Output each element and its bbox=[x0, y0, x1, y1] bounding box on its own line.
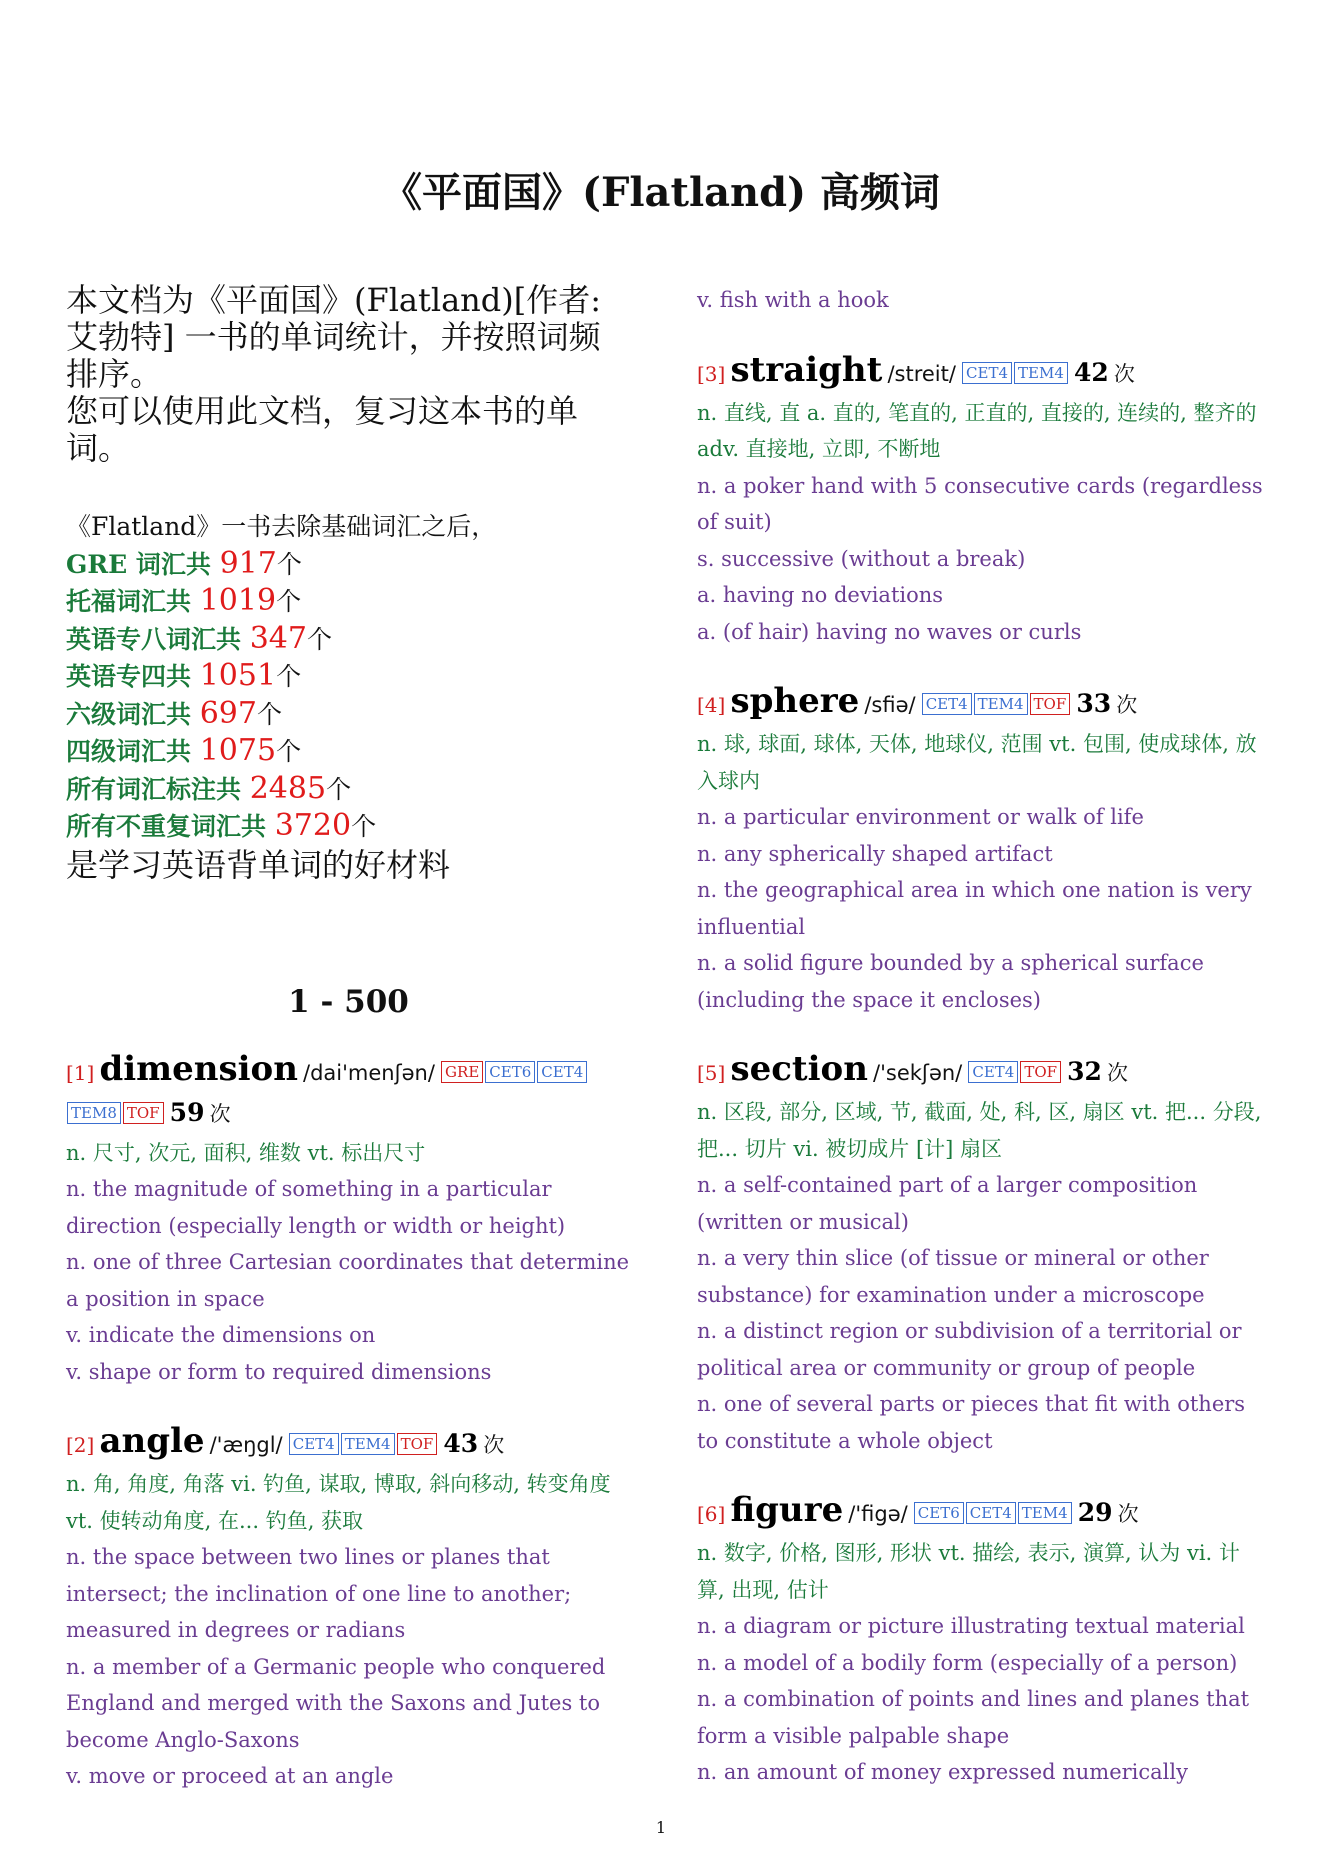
definition-en: n. any spherically shaped artifact bbox=[697, 841, 1053, 866]
stat-unit: 个 bbox=[276, 662, 302, 691]
stat-value: 697 bbox=[199, 695, 257, 731]
definition-en: v. move or proceed at an angle bbox=[66, 1764, 394, 1788]
phonetic: /sfiə/ bbox=[864, 693, 916, 717]
word-entry bbox=[697, 351, 1267, 651]
frequency-unit: 次 bbox=[1113, 361, 1135, 386]
definition-en: n. one of three Cartesian coordinates that determine a position in space bbox=[66, 1250, 630, 1311]
stat-row bbox=[66, 583, 631, 621]
stat-value: 917 bbox=[219, 545, 277, 581]
stat-row bbox=[66, 546, 631, 584]
definition-cn: n. 尺寸, 次元, 面积, 维数 vt. 标出尺寸 bbox=[66, 1140, 426, 1165]
definition-en: n. a diagram or picture illustrating textual material bbox=[697, 1614, 1245, 1638]
phonetic: /'figə/ bbox=[848, 1502, 908, 1526]
frequency-count: 42 bbox=[1073, 357, 1109, 387]
headword: figure bbox=[730, 1490, 844, 1530]
exam-tag: TEM4 bbox=[974, 693, 1028, 715]
definition-en: n. a poker hand with 5 consecutive cards (regardless of suit) bbox=[697, 473, 1263, 534]
definition-en: n. a combination of points and lines and planes that form a visible palpable shape bbox=[697, 1687, 1250, 1748]
definition-en: v. indicate the dimensions on bbox=[66, 1323, 376, 1347]
stat-label: GRE 词汇共 bbox=[66, 549, 220, 579]
stats-lead: 《Flatland》一书去除基础词汇之后， bbox=[66, 512, 497, 541]
frequency-count: 59 bbox=[169, 1097, 205, 1127]
definition-en: n. a member of a Germanic people who conquered England and merged with the Saxons and Jutes to become Anglo-Saxons bbox=[66, 1654, 606, 1752]
stat-value: 1075 bbox=[199, 733, 277, 768]
phonetic: /'æŋgl/ bbox=[209, 1433, 283, 1457]
exam-tag: TEM4 bbox=[1018, 1502, 1072, 1524]
definition-en: s. successive (without a break) bbox=[697, 546, 1026, 571]
stat-unit: 个 bbox=[306, 624, 332, 654]
exam-tag: CET4 bbox=[966, 1502, 1016, 1524]
stat-value: 347 bbox=[249, 620, 307, 656]
exam-tag: TEM4 bbox=[1014, 362, 1068, 384]
stat-value: 1019 bbox=[199, 583, 277, 618]
headword: straight bbox=[730, 349, 883, 390]
stat-row bbox=[66, 658, 631, 696]
entry-header bbox=[697, 1491, 1267, 1535]
frequency-count: 29 bbox=[1077, 1498, 1113, 1527]
definition-en: n. an amount of money expressed numerically bbox=[697, 1760, 1188, 1784]
word-entry bbox=[66, 1422, 631, 1795]
stat-value: 1051 bbox=[199, 658, 277, 693]
exam-tag: CET4 bbox=[289, 1433, 339, 1455]
definition-en: n. a solid figure bounded by a spherical surface (including the space it encloses) bbox=[697, 951, 1204, 1012]
exam-tag: TOF bbox=[1030, 693, 1071, 715]
entry-header bbox=[697, 682, 1267, 726]
entries-left bbox=[66, 1050, 631, 1795]
headword: angle bbox=[99, 1421, 205, 1461]
stat-row bbox=[66, 771, 631, 809]
word-entry bbox=[697, 682, 1267, 1018]
document-title: 《平面国》(Flatland) 高频词 bbox=[382, 168, 940, 216]
stat-label: 托福词汇共 bbox=[66, 587, 200, 616]
definition-en: v. shape or form to required dimensions bbox=[66, 1359, 492, 1384]
stat-label: 所有不重复词汇共 bbox=[66, 812, 275, 841]
definition-en: a. having no deviations bbox=[697, 583, 944, 607]
range-heading: 1 - 500 bbox=[288, 983, 409, 1020]
stats-list bbox=[66, 546, 631, 846]
definition-en: n. a model of a bodily form (especially of a person) bbox=[697, 1650, 1238, 1675]
word-entry bbox=[697, 1491, 1267, 1791]
definition-en: n. one of several parts or pieces that fit with others to constitute a whole object bbox=[697, 1392, 1246, 1453]
stat-unit: 个 bbox=[276, 549, 302, 579]
entry-header bbox=[697, 1050, 1267, 1094]
entry-index: [1] bbox=[66, 1060, 95, 1085]
frequency-unit: 次 bbox=[209, 1101, 231, 1126]
definition-cn: n. 球, 球面, 球体, 天体, 地球仪, 范围 vt. 包围, 使成球体, 放入球内 bbox=[697, 732, 1257, 793]
definition-cn: n. 数字, 价格, 图形, 形状 vt. 描绘, 表示, 演算, 认为 vi. 计算, 出现, 估计 bbox=[697, 1541, 1240, 1602]
intro-line: 本文档为《平面国》(Flatland)[作者: 艾勃特] 一书的单词统计，并按照词频排序。 bbox=[66, 281, 602, 393]
exam-tag: CET6 bbox=[485, 1061, 535, 1083]
stat-label: 英语专四共 bbox=[66, 662, 200, 691]
exam-tag: CET4 bbox=[962, 362, 1012, 384]
headword: dimension bbox=[99, 1048, 298, 1089]
definition-en: n. a distinct region or subdivision of a territorial or political area or community or group of people bbox=[697, 1319, 1242, 1380]
definition-en: v. fish with a hook bbox=[697, 288, 889, 312]
definition-en: n. a very thin slice (of tissue or mineral or other substance) for examination under a microscope bbox=[697, 1246, 1209, 1307]
exam-tag: TOF bbox=[397, 1433, 438, 1455]
definition-en: n. the space between two lines or planes that intersect; the inclination of one line to another; measured in degrees or radians bbox=[66, 1545, 572, 1642]
frequency-unit: 次 bbox=[483, 1433, 505, 1457]
definition-en: a. (of hair) having no waves or curls bbox=[697, 619, 1082, 644]
stat-value: 3720 bbox=[274, 808, 352, 843]
exam-tag: GRE bbox=[441, 1061, 483, 1083]
entry-index: [6] bbox=[697, 1502, 726, 1526]
word-entry bbox=[66, 1050, 631, 1391]
definition-en: n. the geographical area in which one nation is very influential bbox=[697, 878, 1252, 939]
definition-cn: n. 角, 角度, 角落 vi. 钓鱼, 谋取, 博取, 斜向移动, 转变角度 vt. 使转动角度, 在... 钓鱼, 获取 bbox=[66, 1472, 611, 1533]
page-number: 1 bbox=[655, 1818, 667, 1837]
stats-closing: 是学习英语背单词的好材料 bbox=[66, 845, 451, 884]
stat-unit: 个 bbox=[351, 812, 377, 841]
entry-header bbox=[66, 1050, 631, 1135]
exam-tag: TEM8 bbox=[67, 1102, 121, 1124]
entry-header bbox=[697, 351, 1267, 395]
frequency-unit: 次 bbox=[1107, 1061, 1129, 1085]
entries-right bbox=[697, 282, 1267, 1791]
phonetic: /'sekʃən/ bbox=[873, 1061, 963, 1085]
exam-tag: CET4 bbox=[537, 1061, 587, 1083]
exam-tag: TEM4 bbox=[341, 1433, 395, 1455]
exam-tag: CET6 bbox=[914, 1502, 964, 1524]
intro-text bbox=[66, 282, 631, 467]
headword: sphere bbox=[730, 681, 860, 721]
left-column bbox=[66, 282, 631, 1827]
stat-row bbox=[66, 808, 631, 846]
frequency-unit: 次 bbox=[1117, 1502, 1139, 1526]
vocab-stats bbox=[66, 509, 631, 884]
intro-line: 您可以使用此文档，复习这本书的单词。 bbox=[66, 392, 579, 467]
stat-unit: 个 bbox=[326, 774, 352, 804]
stat-label: 所有词汇标注共 bbox=[66, 774, 250, 804]
phonetic: /streit/ bbox=[887, 361, 956, 386]
exam-tag: CET4 bbox=[922, 693, 972, 715]
exam-tag: TOF bbox=[123, 1102, 164, 1124]
stat-label: 四级词汇共 bbox=[66, 737, 200, 766]
stat-unit: 个 bbox=[256, 699, 282, 729]
frequency-count: 43 bbox=[443, 1429, 479, 1458]
exam-tag: TOF bbox=[1020, 1061, 1061, 1083]
definition-cn: n. 直线, 直 a. 直的, 笔直的, 正直的, 直接的, 连续的, 整齐的 adv. 直接地, 立即, 不断地 bbox=[697, 400, 1257, 461]
stat-row bbox=[66, 733, 631, 771]
entry-index: [3] bbox=[697, 361, 726, 386]
definition-en: n. a particular environment or walk of life bbox=[697, 805, 1144, 829]
entry-index: [2] bbox=[66, 1433, 95, 1457]
exam-tag: CET4 bbox=[968, 1061, 1018, 1083]
entry-header bbox=[66, 1422, 631, 1466]
stat-label: 英语专八词汇共 bbox=[66, 624, 250, 654]
word-entry bbox=[697, 1050, 1267, 1459]
frequency-unit: 次 bbox=[1116, 693, 1138, 717]
definition-en: n. the magnitude of something in a particular direction (especially length or width or height) bbox=[66, 1177, 566, 1238]
phonetic: /dai'menʃən/ bbox=[303, 1060, 435, 1085]
entry-index: [5] bbox=[697, 1061, 726, 1085]
stat-unit: 个 bbox=[276, 587, 302, 616]
right-column bbox=[697, 282, 1267, 1823]
frequency-count: 33 bbox=[1076, 689, 1112, 718]
stat-row bbox=[66, 696, 631, 734]
frequency-count: 32 bbox=[1067, 1057, 1102, 1086]
definition-en: n. a self-contained part of a larger composition (written or musical) bbox=[697, 1173, 1198, 1234]
stat-row bbox=[66, 621, 631, 659]
stat-label: 六级词汇共 bbox=[66, 699, 200, 729]
word-entry bbox=[697, 282, 1267, 319]
stat-value: 2485 bbox=[249, 770, 327, 806]
headword: section bbox=[730, 1049, 868, 1089]
entry-index: [4] bbox=[697, 693, 726, 717]
stat-unit: 个 bbox=[276, 737, 302, 766]
definition-cn: n. 区段, 部分, 区域, 节, 截面, 处, 科, 区, 扇区 vt. 把... 分段, 把... 切片 vi. 被切成片 [计] 扇区 bbox=[697, 1100, 1262, 1161]
